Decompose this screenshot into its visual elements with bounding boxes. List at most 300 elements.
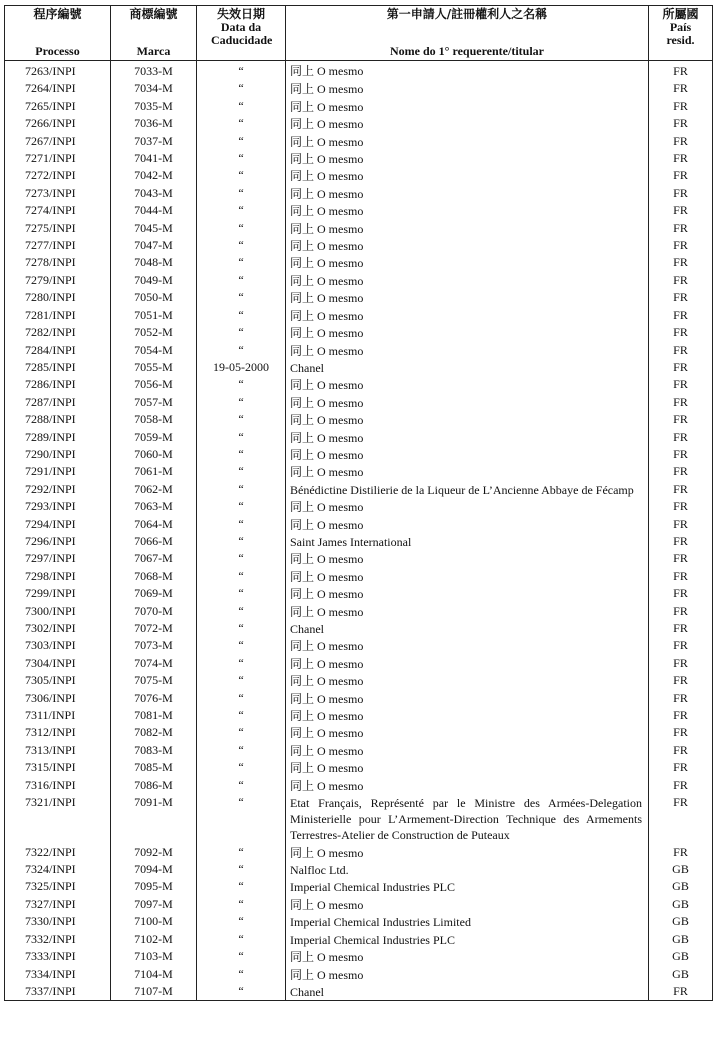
cell-data-caducidade: “ — [197, 844, 286, 861]
cell-marca: 7072-M — [111, 620, 197, 637]
cell-data-caducidade: “ — [197, 550, 286, 567]
cell-nome-titular: Imperial Chemical Industries Limited — [286, 913, 649, 930]
cell-nome-titular: 同上 O mesmo — [286, 948, 649, 965]
cell-nome-titular: 同上 O mesmo — [286, 220, 649, 237]
cell-processo: 7333/INPI — [5, 948, 111, 965]
cell-nome-titular: 同上 O mesmo — [286, 759, 649, 776]
cell-data-caducidade: “ — [197, 637, 286, 654]
table-row — [5, 150, 713, 167]
cell-processo: 7282/INPI — [5, 324, 111, 341]
cell-marca: 7103-M — [111, 948, 197, 965]
cell-marca: 7060-M — [111, 446, 197, 463]
table-row — [5, 61, 713, 81]
cell-nome-titular: 同上 O mesmo — [286, 637, 649, 654]
cell-marca: 7097-M — [111, 896, 197, 913]
table-row — [5, 307, 713, 324]
cell-marca: 7048-M — [111, 254, 197, 271]
cell-marca: 7042-M — [111, 167, 197, 184]
header-marca-pt: Marca — [136, 44, 171, 58]
cell-nome-titular: Nalfloc Ltd. — [286, 861, 649, 878]
cell-marca: 7035-M — [111, 98, 197, 115]
cell-processo: 7311/INPI — [5, 707, 111, 724]
cell-nome-titular: 同上 O mesmo — [286, 254, 649, 271]
cell-processo: 7325/INPI — [5, 878, 111, 895]
cell-pais: FR — [649, 690, 713, 707]
cell-pais: FR — [649, 394, 713, 411]
cell-nome-titular: Bénédictine Distilierie de la Liqueur de L’Ancienne Abbaye de Fécamp — [286, 481, 649, 498]
cell-data-caducidade: “ — [197, 411, 286, 428]
cell-processo: 7321/INPI — [5, 794, 111, 844]
cell-pais: FR — [649, 777, 713, 794]
cell-processo: 7263/INPI — [5, 61, 111, 81]
table-row — [5, 794, 713, 844]
table-row — [5, 516, 713, 533]
cell-pais: FR — [649, 150, 713, 167]
cell-pais: FR — [649, 724, 713, 741]
cell-processo: 7279/INPI — [5, 272, 111, 289]
cell-data-caducidade: “ — [197, 133, 286, 150]
cell-pais: FR — [649, 759, 713, 776]
cell-pais: FR — [649, 983, 713, 1001]
cell-pais: GB — [649, 948, 713, 965]
cell-nome-titular: 同上 O mesmo — [286, 324, 649, 341]
cell-nome-titular: 同上 O mesmo — [286, 446, 649, 463]
cell-nome-titular: 同上 O mesmo — [286, 185, 649, 202]
table-row — [5, 411, 713, 428]
cell-processo: 7292/INPI — [5, 481, 111, 498]
cell-processo: 7286/INPI — [5, 376, 111, 393]
cell-processo: 7273/INPI — [5, 185, 111, 202]
cell-nome-titular: Chanel — [286, 983, 649, 1001]
cell-pais: FR — [649, 167, 713, 184]
cell-marca: 7075-M — [111, 672, 197, 689]
cell-marca: 7070-M — [111, 603, 197, 620]
header-marca — [111, 6, 197, 61]
cell-nome-titular: 同上 O mesmo — [286, 342, 649, 359]
cell-marca: 7102-M — [111, 931, 197, 948]
cell-marca: 7041-M — [111, 150, 197, 167]
cell-nome-titular: 同上 O mesmo — [286, 844, 649, 861]
header-processo-zh: 程序編號 — [33, 7, 82, 21]
cell-nome-titular: 同上 O mesmo — [286, 80, 649, 97]
cell-nome-titular: 同上 O mesmo — [286, 777, 649, 794]
cell-data-caducidade: “ — [197, 690, 286, 707]
table-row — [5, 672, 713, 689]
cell-nome-titular: Imperial Chemical Industries PLC — [286, 931, 649, 948]
cell-processo: 7289/INPI — [5, 429, 111, 446]
cell-nome-titular: 同上 O mesmo — [286, 742, 649, 759]
table-row — [5, 724, 713, 741]
table-row — [5, 983, 713, 1001]
table-row — [5, 481, 713, 498]
cell-data-caducidade: “ — [197, 516, 286, 533]
table-row — [5, 463, 713, 480]
cell-nome-titular: 同上 O mesmo — [286, 966, 649, 983]
table-row — [5, 585, 713, 602]
cell-data-caducidade: “ — [197, 655, 286, 672]
cell-pais: FR — [649, 342, 713, 359]
cell-pais: GB — [649, 966, 713, 983]
cell-data-caducidade: “ — [197, 568, 286, 585]
cell-nome-titular: 同上 O mesmo — [286, 376, 649, 393]
cell-pais: FR — [649, 707, 713, 724]
table-row — [5, 237, 713, 254]
trademark-expiry-table — [4, 5, 713, 1001]
cell-processo: 7312/INPI — [5, 724, 111, 741]
cell-pais: FR — [649, 585, 713, 602]
table-row — [5, 220, 713, 237]
cell-nome-titular: 同上 O mesmo — [286, 568, 649, 585]
table-row — [5, 202, 713, 219]
cell-marca: 7094-M — [111, 861, 197, 878]
table-row — [5, 690, 713, 707]
cell-marca: 7052-M — [111, 324, 197, 341]
cell-marca: 7086-M — [111, 777, 197, 794]
header-marca-zh: 商標編號 — [129, 7, 178, 21]
cell-marca: 7057-M — [111, 394, 197, 411]
cell-pais: GB — [649, 861, 713, 878]
cell-pais: FR — [649, 550, 713, 567]
cell-data-caducidade: “ — [197, 620, 286, 637]
cell-processo: 7285/INPI — [5, 359, 111, 376]
cell-pais: FR — [649, 516, 713, 533]
cell-marca: 7061-M — [111, 463, 197, 480]
cell-pais: FR — [649, 202, 713, 219]
cell-processo: 7306/INPI — [5, 690, 111, 707]
table-row — [5, 376, 713, 393]
cell-processo: 7322/INPI — [5, 844, 111, 861]
cell-pais: FR — [649, 220, 713, 237]
cell-marca: 7056-M — [111, 376, 197, 393]
cell-data-caducidade: “ — [197, 777, 286, 794]
cell-data-caducidade: “ — [197, 115, 286, 132]
cell-processo: 7271/INPI — [5, 150, 111, 167]
table-row — [5, 429, 713, 446]
cell-data-caducidade: “ — [197, 983, 286, 1001]
cell-pais: FR — [649, 411, 713, 428]
header-pais — [649, 6, 713, 61]
table-row — [5, 324, 713, 341]
table-body — [5, 61, 713, 1001]
cell-pais: FR — [649, 498, 713, 515]
cell-processo: 7272/INPI — [5, 167, 111, 184]
cell-nome-titular: 同上 O mesmo — [286, 61, 649, 81]
cell-processo: 7332/INPI — [5, 931, 111, 948]
cell-pais: FR — [649, 446, 713, 463]
table-row — [5, 359, 713, 376]
table-row — [5, 707, 713, 724]
cell-marca: 7054-M — [111, 342, 197, 359]
cell-marca: 7074-M — [111, 655, 197, 672]
cell-nome-titular: Imperial Chemical Industries PLC — [286, 878, 649, 895]
table-row — [5, 272, 713, 289]
cell-pais: FR — [649, 655, 713, 672]
cell-data-caducidade: “ — [197, 254, 286, 271]
cell-processo: 7277/INPI — [5, 237, 111, 254]
cell-marca: 7051-M — [111, 307, 197, 324]
cell-nome-titular: 同上 O mesmo — [286, 585, 649, 602]
cell-data-caducidade: “ — [197, 533, 286, 550]
cell-data-caducidade: “ — [197, 861, 286, 878]
cell-processo: 7315/INPI — [5, 759, 111, 776]
cell-processo: 7281/INPI — [5, 307, 111, 324]
cell-data-caducidade: “ — [197, 742, 286, 759]
cell-pais: FR — [649, 98, 713, 115]
table-row — [5, 254, 713, 271]
cell-marca: 7081-M — [111, 707, 197, 724]
cell-marca: 7107-M — [111, 983, 197, 1001]
cell-data-caducidade: “ — [197, 672, 286, 689]
cell-marca: 7050-M — [111, 289, 197, 306]
cell-marca: 7083-M — [111, 742, 197, 759]
table-row — [5, 861, 713, 878]
cell-data-caducidade: “ — [197, 896, 286, 913]
cell-data-caducidade: “ — [197, 342, 286, 359]
cell-data-caducidade: “ — [197, 603, 286, 620]
cell-nome-titular: 同上 O mesmo — [286, 603, 649, 620]
cell-marca: 7095-M — [111, 878, 197, 895]
cell-processo: 7290/INPI — [5, 446, 111, 463]
cell-pais: FR — [649, 61, 713, 81]
cell-nome-titular: 同上 O mesmo — [286, 896, 649, 913]
cell-nome-titular: 同上 O mesmo — [286, 133, 649, 150]
table-row — [5, 342, 713, 359]
cell-data-caducidade: “ — [197, 324, 286, 341]
header-pais-pt: País resid. — [666, 20, 695, 47]
table-row — [5, 80, 713, 97]
cell-pais: FR — [649, 376, 713, 393]
cell-nome-titular: 同上 O mesmo — [286, 655, 649, 672]
cell-processo: 7313/INPI — [5, 742, 111, 759]
cell-nome-titular: Chanel — [286, 359, 649, 376]
cell-pais: FR — [649, 254, 713, 271]
cell-nome-titular: 同上 O mesmo — [286, 394, 649, 411]
cell-pais: FR — [649, 533, 713, 550]
cell-pais: FR — [649, 568, 713, 585]
cell-data-caducidade: “ — [197, 913, 286, 930]
cell-marca: 7100-M — [111, 913, 197, 930]
cell-processo: 7305/INPI — [5, 672, 111, 689]
cell-pais: GB — [649, 931, 713, 948]
cell-nome-titular: 同上 O mesmo — [286, 202, 649, 219]
table-row — [5, 533, 713, 550]
cell-data-caducidade: “ — [197, 878, 286, 895]
cell-processo: 7303/INPI — [5, 637, 111, 654]
cell-pais: FR — [649, 115, 713, 132]
table-row — [5, 603, 713, 620]
cell-marca: 7055-M — [111, 359, 197, 376]
cell-nome-titular: 同上 O mesmo — [286, 498, 649, 515]
cell-nome-titular: 同上 O mesmo — [286, 150, 649, 167]
cell-data-caducidade: “ — [197, 948, 286, 965]
cell-marca: 7085-M — [111, 759, 197, 776]
cell-processo: 7300/INPI — [5, 603, 111, 620]
table-row — [5, 167, 713, 184]
cell-nome-titular: 同上 O mesmo — [286, 289, 649, 306]
cell-pais: GB — [649, 896, 713, 913]
table-row — [5, 185, 713, 202]
cell-data-caducidade: “ — [197, 724, 286, 741]
cell-nome-titular: 同上 O mesmo — [286, 550, 649, 567]
cell-nome-titular: 同上 O mesmo — [286, 724, 649, 741]
cell-pais: FR — [649, 324, 713, 341]
cell-data-caducidade: “ — [197, 498, 286, 515]
header-data-caducidade — [197, 6, 286, 61]
cell-marca: 7067-M — [111, 550, 197, 567]
cell-pais: FR — [649, 481, 713, 498]
cell-processo: 7265/INPI — [5, 98, 111, 115]
cell-nome-titular: 同上 O mesmo — [286, 167, 649, 184]
cell-marca: 7104-M — [111, 966, 197, 983]
table-row — [5, 777, 713, 794]
cell-pais: GB — [649, 878, 713, 895]
cell-processo: 7330/INPI — [5, 913, 111, 930]
table-row — [5, 637, 713, 654]
cell-processo: 7280/INPI — [5, 289, 111, 306]
cell-marca: 7045-M — [111, 220, 197, 237]
cell-data-caducidade: “ — [197, 98, 286, 115]
cell-nome-titular: 同上 O mesmo — [286, 237, 649, 254]
cell-pais: FR — [649, 429, 713, 446]
cell-data-caducidade: “ — [197, 966, 286, 983]
cell-processo: 7288/INPI — [5, 411, 111, 428]
cell-processo: 7266/INPI — [5, 115, 111, 132]
cell-pais: FR — [649, 742, 713, 759]
table-row — [5, 289, 713, 306]
cell-marca: 7034-M — [111, 80, 197, 97]
cell-data-caducidade: “ — [197, 202, 286, 219]
table-row — [5, 948, 713, 965]
cell-nome-titular: 同上 O mesmo — [286, 516, 649, 533]
cell-data-caducidade: 19-05-2000 — [197, 359, 286, 376]
table-row — [5, 550, 713, 567]
cell-data-caducidade: “ — [197, 759, 286, 776]
cell-processo: 7275/INPI — [5, 220, 111, 237]
table-row — [5, 133, 713, 150]
cell-marca: 7047-M — [111, 237, 197, 254]
cell-processo: 7293/INPI — [5, 498, 111, 515]
cell-marca: 7063-M — [111, 498, 197, 515]
cell-data-caducidade: “ — [197, 931, 286, 948]
cell-data-caducidade: “ — [197, 446, 286, 463]
cell-pais: FR — [649, 359, 713, 376]
cell-nome-titular: 同上 O mesmo — [286, 307, 649, 324]
cell-marca: 7069-M — [111, 585, 197, 602]
cell-data-caducidade: “ — [197, 429, 286, 446]
cell-data-caducidade: “ — [197, 707, 286, 724]
cell-marca: 7091-M — [111, 794, 197, 844]
cell-nome-titular: 同上 O mesmo — [286, 672, 649, 689]
cell-nome-titular: 同上 O mesmo — [286, 429, 649, 446]
header-data-zh: 失效日期 — [216, 7, 265, 21]
cell-processo: 7264/INPI — [5, 80, 111, 97]
header-nome — [286, 6, 649, 61]
cell-pais: FR — [649, 289, 713, 306]
cell-marca: 7062-M — [111, 481, 197, 498]
cell-nome-titular: 同上 O mesmo — [286, 463, 649, 480]
cell-data-caducidade: “ — [197, 61, 286, 81]
cell-processo: 7278/INPI — [5, 254, 111, 271]
cell-data-caducidade: “ — [197, 185, 286, 202]
table-row — [5, 759, 713, 776]
cell-data-caducidade: “ — [197, 394, 286, 411]
cell-nome-titular: Saint James International — [286, 533, 649, 550]
table-row — [5, 931, 713, 948]
header-data-pt: Data da Caducidade — [211, 20, 273, 47]
cell-marca: 7066-M — [111, 533, 197, 550]
cell-marca: 7036-M — [111, 115, 197, 132]
cell-pais: FR — [649, 237, 713, 254]
cell-marca: 7049-M — [111, 272, 197, 289]
header-nome-pt: Nome do 1° requerente/titular — [390, 44, 544, 58]
cell-processo: 7267/INPI — [5, 133, 111, 150]
cell-processo: 7274/INPI — [5, 202, 111, 219]
cell-processo: 7327/INPI — [5, 896, 111, 913]
cell-processo: 7287/INPI — [5, 394, 111, 411]
cell-marca: 7076-M — [111, 690, 197, 707]
cell-processo: 7302/INPI — [5, 620, 111, 637]
table-header-row — [5, 6, 713, 61]
cell-pais: FR — [649, 307, 713, 324]
cell-pais: FR — [649, 80, 713, 97]
table-row — [5, 115, 713, 132]
cell-pais: FR — [649, 620, 713, 637]
cell-pais: FR — [649, 603, 713, 620]
cell-nome-titular: Etat Français, Représenté par le Ministre des Armées-Delegation Ministerielle pour L’Armement-Direction Technique des Armements Terrestres-Atelier de Construction de Puteaux — [286, 794, 649, 844]
cell-nome-titular: 同上 O mesmo — [286, 690, 649, 707]
cell-processo: 7294/INPI — [5, 516, 111, 533]
table-row — [5, 98, 713, 115]
cell-data-caducidade: “ — [197, 237, 286, 254]
table-row — [5, 655, 713, 672]
header-processo — [5, 6, 111, 61]
cell-pais: FR — [649, 794, 713, 844]
cell-data-caducidade: “ — [197, 272, 286, 289]
cell-marca: 7092-M — [111, 844, 197, 861]
table-row — [5, 620, 713, 637]
cell-marca: 7073-M — [111, 637, 197, 654]
cell-data-caducidade: “ — [197, 80, 286, 97]
table-row — [5, 878, 713, 895]
cell-data-caducidade: “ — [197, 376, 286, 393]
cell-pais: GB — [649, 913, 713, 930]
table-row — [5, 966, 713, 983]
table-row — [5, 568, 713, 585]
cell-nome-titular: 同上 O mesmo — [286, 115, 649, 132]
cell-processo: 7337/INPI — [5, 983, 111, 1001]
cell-processo: 7334/INPI — [5, 966, 111, 983]
cell-marca: 7044-M — [111, 202, 197, 219]
table-row — [5, 742, 713, 759]
cell-data-caducidade: “ — [197, 167, 286, 184]
table-row — [5, 913, 713, 930]
cell-processo: 7324/INPI — [5, 861, 111, 878]
cell-data-caducidade: “ — [197, 220, 286, 237]
cell-pais: FR — [649, 672, 713, 689]
table-row — [5, 446, 713, 463]
cell-data-caducidade: “ — [197, 289, 286, 306]
cell-marca: 7058-M — [111, 411, 197, 428]
cell-processo: 7296/INPI — [5, 533, 111, 550]
cell-data-caducidade: “ — [197, 585, 286, 602]
cell-marca: 7082-M — [111, 724, 197, 741]
table-row — [5, 394, 713, 411]
cell-nome-titular: Chanel — [286, 620, 649, 637]
table-row — [5, 896, 713, 913]
cell-nome-titular: 同上 O mesmo — [286, 411, 649, 428]
header-processo-pt: Processo — [35, 44, 80, 58]
cell-nome-titular: 同上 O mesmo — [286, 272, 649, 289]
